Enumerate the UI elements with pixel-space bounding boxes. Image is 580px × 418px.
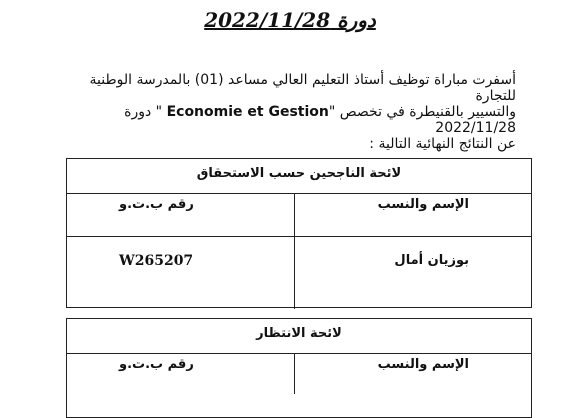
announcement-line-1: أسفرت مباراة توظيف أستاذ التعليم العالي مساعد (01) بالمدرسة الوطنية للتجارة (89, 72, 516, 104)
announcement-line-2-prefix: والتسيير بالقنيطرة في تخصص " (328, 104, 516, 120)
announcement-line-3: عن النتائج النهائية التالية : (369, 136, 516, 152)
id-column-header: رقم ب.ت.و (67, 194, 295, 236)
candidate-id: W265207 (67, 237, 295, 309)
name-column-header: الإسم والنسب (377, 197, 469, 212)
waiting-list-table (66, 318, 532, 418)
results-announcement (56, 72, 516, 152)
admitted-list-table (66, 158, 532, 308)
name-column-header: الإسم والنسب (377, 357, 469, 372)
announcement-line-2-suffix: " دورة 2022/11/28 (124, 104, 516, 136)
specialty-name: Economie et Gestion (166, 104, 329, 120)
waiting-header-row (67, 354, 531, 394)
admitted-header-row (67, 194, 531, 236)
announcement-line-2 (56, 104, 516, 136)
waiting-list-title: لائحة الانتظار (67, 319, 531, 354)
admitted-list-title: لائحة الناجحين حسب الاستحقاق (67, 159, 531, 194)
table-row (67, 236, 531, 309)
session-title-text: دورة 2022/11/28 (204, 8, 376, 32)
candidate-name: بوزيان أمال (394, 253, 469, 268)
session-title (0, 8, 580, 32)
id-column-header: رقم ب.ت.و (67, 354, 295, 394)
